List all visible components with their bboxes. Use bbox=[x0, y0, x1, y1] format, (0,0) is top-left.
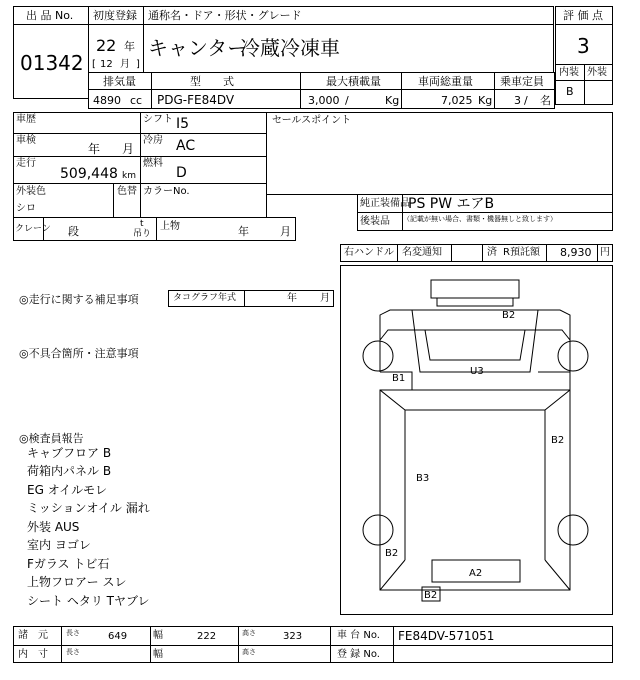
chassis-value: FE84DV-571051 bbox=[398, 629, 495, 643]
inspector-item: キャブフロア B bbox=[27, 446, 112, 460]
inner-width-label: 幅 bbox=[153, 649, 163, 660]
score-label: 評 価 点 bbox=[563, 9, 603, 22]
divider bbox=[143, 24, 554, 25]
registration-month-close: ] bbox=[136, 59, 140, 70]
displacement-value: 4890 bbox=[93, 94, 121, 107]
inspector-item: ミッションオイル 漏れ bbox=[27, 501, 150, 515]
interior-label: 内装 bbox=[559, 67, 579, 78]
upper-label: 上物 bbox=[160, 221, 180, 232]
registration-year-unit: 年 bbox=[124, 40, 135, 53]
steering-value: 右ハンドル bbox=[344, 247, 394, 258]
fuel-label: 燃料 bbox=[143, 158, 163, 169]
divider bbox=[300, 72, 301, 109]
inspector-item: シート ヘタリ Tヤブレ bbox=[27, 594, 150, 608]
inspector-item: 外装 AUS bbox=[27, 520, 80, 534]
color-change-label: 色替 bbox=[117, 186, 137, 197]
inspector-item: 上物フロアー スレ bbox=[27, 575, 127, 589]
shift-value: I5 bbox=[176, 116, 190, 132]
reg-no-label: 登 録 No. bbox=[337, 649, 380, 660]
divider bbox=[555, 24, 613, 25]
inspector-item: 荷箱内パネル B bbox=[27, 464, 112, 478]
defects-label: ◎不具合箇所・注意事項 bbox=[19, 347, 139, 360]
capacity-slash: / bbox=[524, 94, 528, 107]
length-value: 649 bbox=[108, 631, 128, 642]
chassis-label: 車 台 No. bbox=[337, 630, 380, 641]
name-change-label: 名変通知 bbox=[402, 247, 442, 258]
equipment-label: 純正装備品 bbox=[360, 198, 410, 209]
divider bbox=[88, 89, 555, 90]
inner-dims-label: 内 寸 bbox=[18, 649, 48, 660]
length-label: 長さ bbox=[66, 629, 80, 637]
registration-month: 12 bbox=[100, 59, 113, 70]
divider bbox=[13, 645, 613, 646]
width-label: 幅 bbox=[153, 630, 163, 641]
car-name-label: 通称名・ドア・形状・グレード bbox=[148, 9, 302, 22]
weight-label: 車両総重量 bbox=[418, 75, 473, 88]
mileage-label: 走行 bbox=[16, 158, 36, 169]
history-label: 車歴 bbox=[16, 114, 36, 125]
recycle-label: R預託額 bbox=[503, 247, 540, 258]
capacity-unit: 名 bbox=[540, 94, 551, 107]
divider bbox=[88, 24, 144, 25]
load-slash: / bbox=[345, 94, 349, 107]
mileage-value: 509,448 bbox=[60, 166, 118, 182]
damage-mark: B2 bbox=[385, 548, 399, 559]
load-label: 最大積載量 bbox=[326, 75, 381, 88]
divider bbox=[244, 290, 245, 307]
divider bbox=[156, 217, 157, 241]
aftermarket-note: （記載が無い場合、書類・機器無しと致します） bbox=[403, 215, 557, 223]
lot-number: 01342 bbox=[20, 51, 84, 75]
inner-length-label: 長さ bbox=[66, 648, 80, 656]
height-value: 323 bbox=[283, 631, 303, 642]
divider bbox=[61, 626, 62, 663]
recycle-prefix: 済 bbox=[487, 247, 497, 258]
equipment-value: PS PW エアB bbox=[408, 196, 495, 212]
exterior-label: 外装 bbox=[587, 67, 607, 78]
fuel-value: D bbox=[176, 165, 187, 181]
load-value: 3,000 bbox=[308, 94, 340, 107]
score-value: 3 bbox=[577, 34, 590, 58]
ac-label: 冷房 bbox=[143, 135, 163, 146]
aftermarket-label: 後装品 bbox=[360, 216, 390, 227]
registration-month-unit: 月 bbox=[120, 59, 130, 70]
color-value: シロ bbox=[16, 203, 36, 214]
damage-mark: A2 bbox=[469, 568, 483, 579]
color-code-label: カラーNo. bbox=[143, 186, 190, 197]
crane-label: クレーン bbox=[15, 224, 51, 234]
displacement-unit: cc bbox=[130, 94, 143, 107]
upper-month-unit: 月 bbox=[280, 225, 291, 238]
inner-height-label: 高さ bbox=[242, 648, 256, 656]
inspection-month-unit: 月 bbox=[122, 142, 135, 156]
divider bbox=[113, 183, 114, 218]
car-name: キャンター bbox=[148, 36, 248, 60]
divider bbox=[140, 112, 141, 183]
crane-hoist-unit: 吊り bbox=[133, 229, 152, 239]
crane-row bbox=[13, 217, 296, 241]
damage-mark: B3 bbox=[416, 473, 430, 484]
mileage-unit: km bbox=[122, 171, 136, 181]
inspector-item: EG オイルモレ bbox=[27, 483, 108, 497]
damage-mark: B2 bbox=[502, 310, 516, 321]
diagram-frame bbox=[340, 265, 613, 615]
model-label: 型 式 bbox=[190, 75, 234, 88]
damage-mark: U3 bbox=[470, 366, 484, 377]
weight-value: 7,025 bbox=[441, 94, 473, 107]
weight-unit: Kg bbox=[478, 94, 493, 107]
name-change-box bbox=[451, 244, 483, 262]
load-unit: Kg bbox=[385, 94, 400, 107]
upper-year-unit: 年 bbox=[238, 225, 249, 238]
divider bbox=[238, 626, 239, 663]
car-body: 冷蔵冷凍車 bbox=[240, 36, 340, 60]
divider bbox=[151, 72, 152, 109]
width-value: 222 bbox=[197, 631, 217, 642]
crane-stage-unit: 段 bbox=[68, 225, 79, 238]
ac-value: AC bbox=[176, 138, 196, 154]
inspector-item: 室内 ヨゴレ bbox=[27, 538, 91, 552]
tachograph-year-unit: 年 bbox=[287, 293, 297, 304]
divider bbox=[357, 212, 613, 213]
displacement-label: 排気量 bbox=[103, 75, 136, 88]
divider bbox=[584, 64, 585, 105]
damage-mark: B2 bbox=[424, 590, 438, 601]
tachograph-month-unit: 月 bbox=[320, 293, 330, 304]
damage-mark: B1 bbox=[392, 373, 406, 384]
color-label: 外装色 bbox=[16, 186, 46, 197]
divider bbox=[330, 626, 331, 663]
inspector-item: Fガラス トビ石 bbox=[27, 557, 110, 571]
inspection-label: 車検 bbox=[16, 135, 36, 146]
registration-label: 初度登録 bbox=[93, 9, 137, 22]
height-label: 高さ bbox=[242, 629, 256, 637]
inspection-year-unit: 年 bbox=[88, 142, 101, 156]
divider bbox=[150, 626, 151, 663]
capacity-label: 乗車定員 bbox=[500, 75, 544, 88]
recycle-amount: 8,930 bbox=[560, 246, 592, 259]
registration-year: 22 bbox=[96, 36, 117, 55]
tachograph-label: タコグラフ年式 bbox=[173, 293, 237, 303]
divider bbox=[393, 626, 394, 663]
divider bbox=[13, 24, 89, 25]
capacity-value: 3 bbox=[514, 94, 521, 107]
divider bbox=[494, 72, 495, 109]
crane-ton-unit: t bbox=[140, 219, 144, 229]
shift-label: シフト bbox=[143, 114, 173, 125]
dims-label: 諸 元 bbox=[18, 630, 48, 641]
divider bbox=[140, 183, 141, 218]
registration-month-open: [ bbox=[92, 59, 96, 70]
recycle-unit: 円 bbox=[600, 247, 610, 258]
lot-label: 出 品 No. bbox=[26, 9, 74, 22]
interior-score: B bbox=[566, 85, 574, 98]
damage-mark: B2 bbox=[551, 435, 565, 446]
model-value: PDG-FE84DV bbox=[157, 93, 235, 107]
driving-notes-label: ◎走行に関する補足事項 bbox=[19, 293, 139, 306]
sales-point-label: セールスポイント bbox=[272, 115, 352, 126]
divider bbox=[401, 72, 402, 109]
divider bbox=[397, 244, 398, 262]
inspector-label: ◎検査員報告 bbox=[19, 432, 84, 445]
